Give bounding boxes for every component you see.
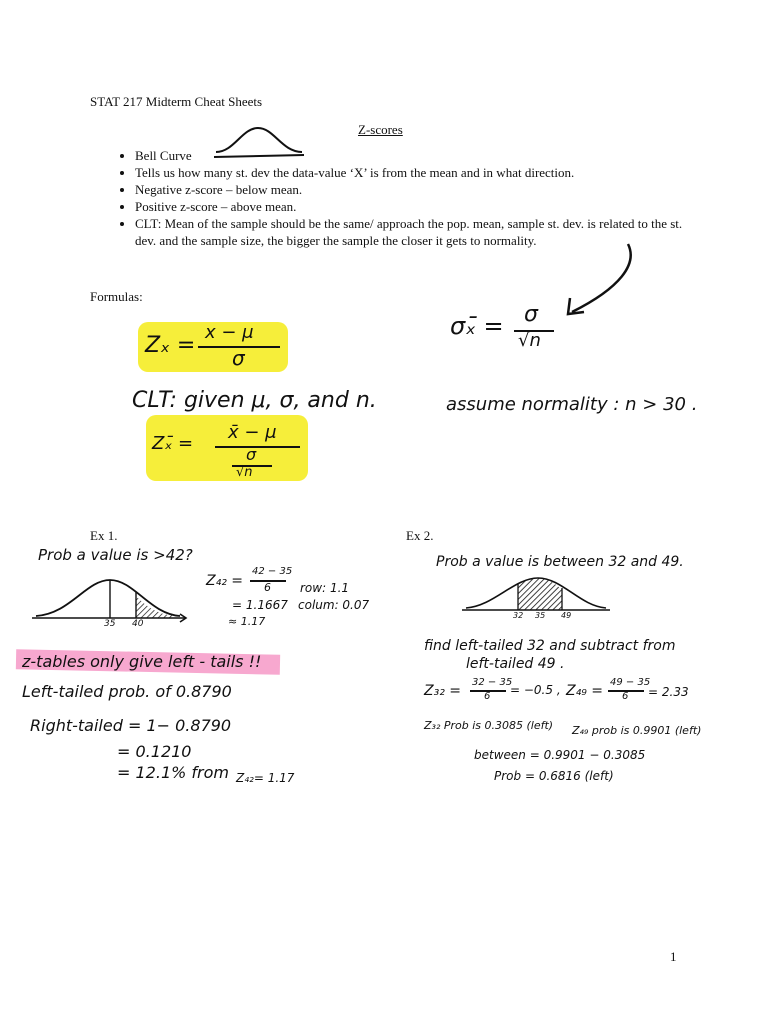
ex1-z-approx: ≈ 1.17: [228, 615, 266, 628]
bullet-item: • Positive z-score – above mean.: [135, 198, 705, 215]
ex2-between: between = 0.9901 − 0.3085: [474, 748, 646, 762]
section-heading: Z-scores: [358, 122, 403, 137]
ex2-z32-result: = −0.5 ,: [510, 683, 561, 697]
ex1-z-lhs: Z₄₂ =: [206, 573, 243, 589]
ex2-prob49: Z₄₉ prob is 0.9901 (left): [572, 724, 702, 737]
ex1-ztables-note: z-tables only give left - tails !!: [22, 652, 262, 671]
zbar-formula-numerator: x̄ − μ: [228, 422, 277, 443]
ex2-z49-lhs: Z₄₉ =: [566, 683, 603, 699]
sigma-xbar-denominator: √n: [518, 330, 541, 351]
sigma-xbar-lhs: σₓ̄ =: [450, 312, 504, 340]
zx-formula-denominator: σ: [232, 346, 245, 370]
ex2-z49-denominator: 6: [622, 691, 629, 702]
zbar-denominator-sigma: σ: [246, 445, 257, 464]
ex2-instruction-1: find left-tailed 32 and subtract from: [424, 638, 676, 654]
ex2-z49-numerator: 49 − 35: [610, 677, 651, 688]
ex2-z49-result: = 2.33: [648, 685, 689, 699]
ex2-question: Prob a value is between 32 and 49.: [436, 554, 684, 570]
ex2-z32-denominator: 6: [484, 691, 491, 702]
page-number: 1: [670, 949, 677, 964]
document-title: STAT 217 Midterm Cheat Sheets: [90, 94, 263, 109]
ex1-left-tailed: Left-tailed prob. of 0.8790: [22, 682, 232, 701]
bullet-item: • Tells us how many st. dev the data-value ‘X’ is from the mean and in what direction.: [135, 164, 705, 181]
ex2-prob32: Z₃₂ Prob is 0.3085 (left): [424, 719, 554, 732]
assume-normality-text: assume normality : n > 30 .: [446, 394, 698, 415]
example-1-label: Ex 1.: [90, 528, 118, 543]
zbar-formula-lhs: Zₓ̄ =: [152, 433, 194, 454]
ex2-tick-32: 32: [513, 611, 524, 620]
ex1-tick-value: 40: [132, 619, 144, 629]
ex1-question: Prob a value is >42?: [38, 546, 193, 564]
formulas-label: Formulas:: [90, 289, 143, 304]
zbar-fraction-bar: [215, 446, 300, 448]
ex2-tick-49: 49: [561, 611, 572, 620]
zx-formula-numerator: x − μ: [205, 322, 254, 343]
ex1-z-numerator: 42 − 35: [252, 566, 293, 577]
bullet-list: [112, 147, 705, 249]
zbar-denominator-sqrt-n: √n: [236, 465, 253, 480]
bullet-item: • Negative z-score – below mean.: [135, 181, 705, 198]
ex2-prob-result: Prob = 0.6816 (left): [494, 769, 614, 783]
ex2-z32-lhs: Z₃₂ =: [424, 683, 461, 699]
ex1-eq2: = 12.1% from: [117, 763, 229, 782]
ex1-column-label: colum: 0.07: [298, 598, 370, 612]
ex1-z-denominator: 6: [264, 581, 271, 594]
zx-formula-lhs: Zₓ =: [145, 333, 196, 358]
clt-given-text: CLT: given μ, σ, and n.: [132, 388, 377, 413]
ex2-tick-35: 35: [535, 611, 546, 620]
sigma-xbar-numerator: σ: [524, 302, 538, 327]
ex1-z-result: = 1.1667: [232, 598, 288, 612]
ex1-from-z: Z₄₂= 1.17: [236, 771, 295, 785]
ex1-tick-mean: 35: [104, 619, 116, 629]
ex2-instruction-2: left-tailed 49 .: [466, 656, 565, 672]
example-2-label: Ex 2.: [406, 528, 434, 543]
bullet-item: • Bell Curve: [135, 147, 705, 164]
ex1-row-label: row: 1.1: [300, 581, 350, 595]
ex1-right-tailed: Right-tailed = 1− 0.8790: [30, 716, 232, 735]
ex1-eq1: = 0.1210: [117, 742, 192, 761]
bullet-item: • CLT: Mean of the sample should be the same/ approach the pop. mean, sample st. dev. is related to the st. dev. and the sample size, the bigger the sample the closer it gets to normality.: [135, 215, 705, 249]
arrow-icon: [560, 240, 640, 320]
ex2-z32-numerator: 32 − 35: [472, 677, 513, 688]
